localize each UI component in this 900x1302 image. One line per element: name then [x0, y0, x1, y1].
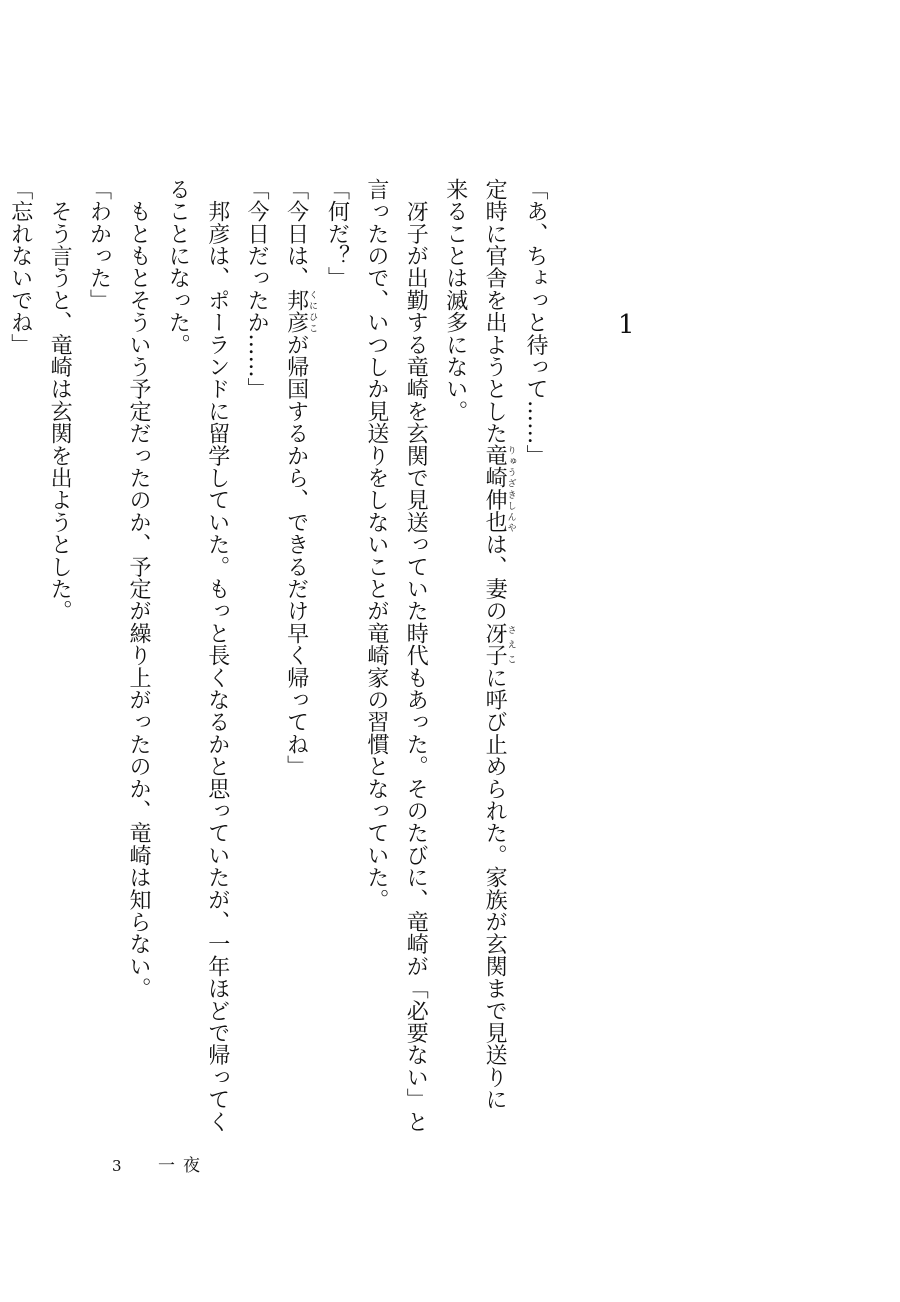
ruby-base: 邦彦: [283, 289, 309, 334]
text-line: 「あ、ちょっと待って……」: [523, 178, 548, 467]
text-segment: が帰国するから、できるだけ早く帰ってね」: [283, 333, 309, 778]
text-line: 邦彦は、ポーランドに留学していた。もっと長くなるかと思っていたが、一年ほどで帰ってく: [204, 178, 230, 1133]
ruby-kunihiko: [283, 289, 318, 334]
text-line: 「わかった」: [86, 178, 112, 312]
page-footer: [0, 1156, 900, 1186]
text-line: 来ることは滅多にない。: [442, 178, 468, 423]
text-line: ることになった。: [165, 178, 191, 356]
text-line: 「忘れないでね」: [7, 178, 33, 356]
text-segment: に呼び止められた。家族が玄関まで見送りに: [482, 666, 508, 1111]
text-line: 「何だ？」: [324, 178, 350, 289]
text-line: 「今日だったか……」: [244, 178, 270, 400]
running-head: 一夜: [158, 1156, 208, 1176]
text-segment: 定時に官舎を出ようとした: [482, 178, 508, 445]
ruby-reading: りゅうざきしんや: [505, 444, 516, 534]
ruby-base: 冴子: [482, 622, 508, 667]
chapter-number: 1: [618, 310, 635, 340]
page-number: 3: [112, 1157, 122, 1175]
ruby-reading: さえこ: [505, 622, 516, 667]
body-text: [0, 178, 555, 1138]
text-line: そう言うと、竜崎は玄関を出ようとした。: [47, 178, 73, 622]
text-line: [276, 178, 317, 1138]
text-segment: は、妻の: [482, 533, 508, 623]
text-line: [475, 178, 516, 1138]
text-line: もともとそういう予定だったのか、予定が繰り上がったのか、竜崎は知らない。: [125, 178, 151, 1000]
ruby-ryuzaki-shinya: [482, 444, 516, 534]
text-line: 冴子が出勤する竜崎を玄関で見送っていた時代もあった。そのたびに、竜崎が「必要ない」と: [403, 178, 429, 1133]
text-segment: 「今日は、: [283, 178, 309, 289]
text-line: 言ったので、いつしか見送りをしないことが竜崎家の習慣となっていた。: [363, 178, 389, 911]
ruby-base: 竜崎伸也: [482, 444, 508, 534]
ruby-saeko: [482, 622, 516, 667]
ruby-reading: くにひこ: [307, 289, 318, 334]
